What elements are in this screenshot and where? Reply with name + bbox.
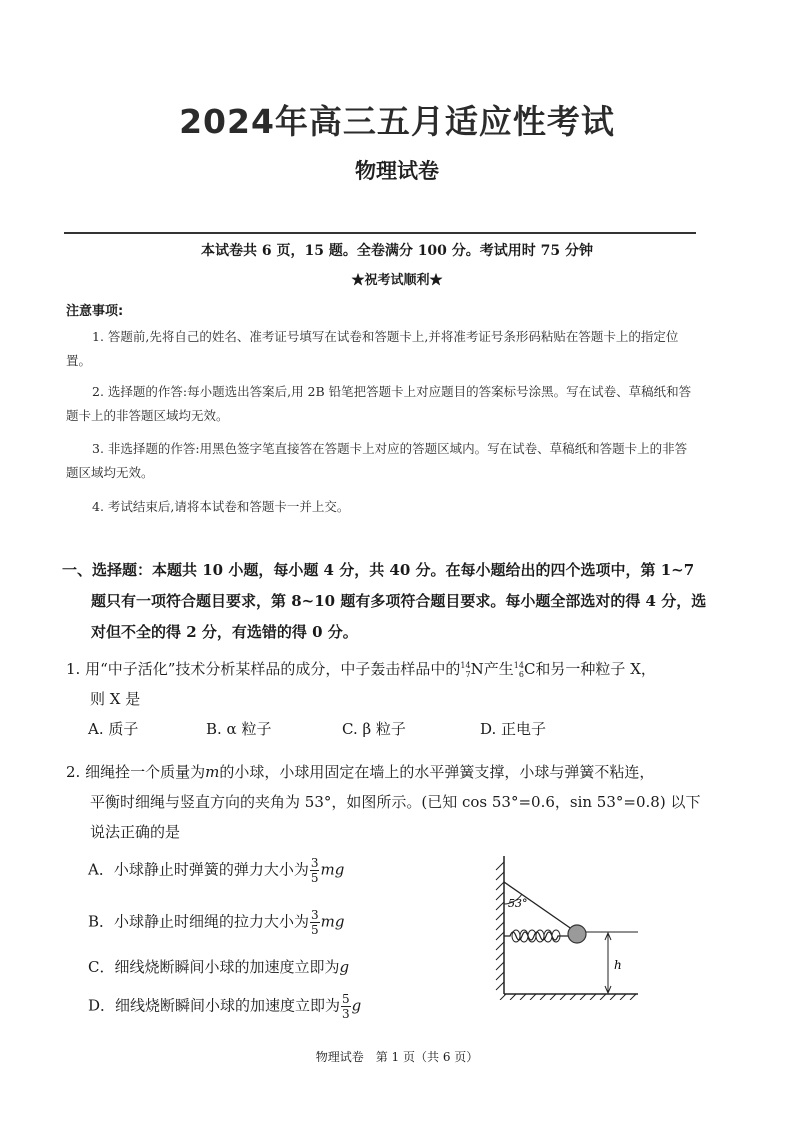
question-2-option-a[interactable]: A．小球静止时弹簧的弹力大小为 $\frac{3}{5}$ mg [88,856,345,885]
question-1-options [88,718,708,739]
nitrogen-nuclide-indices: 14 7 [460,661,471,679]
exam-title: 2024年高三五月适应性考试 [179,102,615,141]
height-label: h [614,958,622,972]
header-divider [64,232,696,234]
question-1 [66,654,716,714]
ball [568,925,586,943]
question-2-stem-end: 说法正确的是 [90,823,181,841]
floor-hatching [500,994,636,1000]
note-item: 1. 答题前,先将自己的姓名、准考证号填写在试卷和答题卡上,并将准考证号条形码粘贴在答题卡上的指定位置。 [66,329,679,368]
option-a[interactable]: A. 质子 [88,720,139,738]
option-b[interactable]: B. α 粒子 [206,720,272,738]
wall-hatching [496,862,504,990]
notes-heading: 注意事项: [66,304,124,319]
section-1-text: 一、选择题：本题共 10 小题，每小题 4 分，共 40 分。在每小题给出的四个选项中，第 1~7 题只有一项符合题目要求，第 8~10 题有多项符合题目要求。每小题全部选对的得 4 分，选对但不全的得 2 分，有选错的得 0 分。 [62,561,707,641]
page-footer: 物理试卷 第 1 页（共 6 页） [315,1050,479,1064]
question-2-option-b[interactable]: B．小球静止时细绳的拉力大小为 $\frac{3}{5}$ mg [88,908,345,937]
note-item: 2. 选择题的作答:每小题选出答案后,用 2B 铅笔把答题卡上对应题目的答案标号涂黑。写在试卷、草稿纸和答题卡上的非答题区域均无效。 [66,384,692,423]
question-2-option-c[interactable]: C．细线烧断瞬间小球的加速度立即为g [88,958,350,976]
question-2 [66,757,716,847]
question-2-option-d[interactable]: D．细线烧断瞬间小球的加速度立即为 $\frac{5}{3}$ g [88,992,362,1021]
section-1-instructions [62,555,712,648]
question-2-stem-cont: 平衡时细绳与竖直方向的夹角为 53°，如图所示。(已知 cos 53°=0.6，sin 53°=0.8) 以下 [90,793,701,811]
angle-label: 53° [508,897,528,910]
question-1-stem: 1. 用“中子活化”技术分析某样品的成分，中子轰击样品中的 14 7 N产生 14 6 C和另一种粒子 X， [66,660,656,679]
note-item: 3. 非选择题的作答:用黑色签字笔直接答在答题卡上对应的答题区域内。写在试卷、草稿纸和答题卡上的非答题区域均无效。 [66,441,688,480]
question-2-stem: 2. 细绳拴一个质量为m的小球，小球用固定在墙上的水平弹簧支撑，小球与弹簧不粘连， [66,763,655,781]
option-d[interactable]: D. 正电子 [480,720,547,738]
carbon-nuclide-indices: 14 6 [513,661,524,679]
option-c[interactable]: C. β 粒子 [342,720,406,738]
exam-subtitle: 物理试卷 [355,159,439,183]
good-luck-line: ★祝考试顺利★ [351,273,443,288]
note-item: 4. 考试结束后,请将本试卷和答题卡一并上交。 [92,499,350,514]
exam-info: 本试卷共 6 页，15 题。全卷满分 100 分。考试用时 75 分钟 [200,243,594,259]
question-1-stem-cont: 则 X 是 [90,690,141,708]
spring-ball-diagram [492,852,642,1000]
